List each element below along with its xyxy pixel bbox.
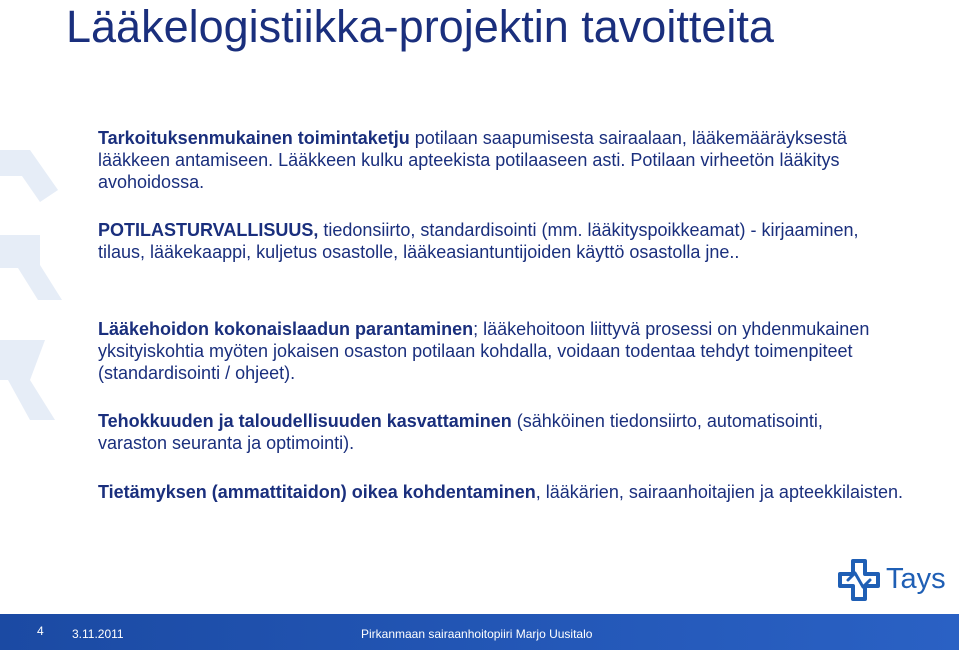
paragraph-workflow-text: potilaan saapumisesta sairaalaan, lääkemääräyksestä lääkkeen antamiseen. Lääkkeen kulku apteekista potilaaseen asti. Potilaan virheetön lääkitys avohoidossa. — [98, 128, 847, 192]
slide-number: 4 — [37, 624, 44, 638]
watermark-shape-bottom — [0, 340, 55, 420]
paragraph-patient-safety — [98, 219, 898, 263]
paragraph-workflow — [98, 127, 858, 193]
paragraph-efficiency-bold: Tehokkuuden ja taloudellisuuden kasvattaminen — [98, 411, 512, 431]
paragraph-quality-bold: Lääkehoidon kokonaislaadun parantaminen — [98, 319, 474, 339]
watermark-shape-top — [0, 150, 58, 202]
footer-bar — [0, 614, 959, 650]
tays-logo-text: Tays — [886, 563, 946, 595]
paragraph-quality — [98, 318, 888, 384]
paragraph-knowledge-bold: Tietämyksen (ammattitaidon) oikea kohdentaminen — [98, 482, 536, 502]
paragraph-patient-safety-bold: POTILASTURVALLISUUS, — [98, 220, 319, 240]
watermark-shape-middle — [0, 235, 62, 300]
tays-logo — [836, 557, 946, 605]
paragraph-patient-safety-text: tiedonsiirto, standardisointi (mm. lääkityspoikkeamat) - kirjaaminen, tilaus, lääkekaappi, kuljetus osastolle, lääkeasiantuntijoiden käyttö osastolla jne.. — [98, 220, 859, 262]
paragraph-workflow-bold: Tarkoituksenmukainen toimintaketju — [98, 128, 410, 148]
paragraph-efficiency — [98, 410, 858, 454]
footer-organization: Pirkanmaan sairaanhoitopiiri Marjo Uusitalo — [361, 627, 593, 641]
paragraph-knowledge-text: , lääkärien, sairaanhoitajien ja apteekkilaisten. — [535, 482, 904, 502]
slide-title: Lääkelogistiikka-projektin tavoitteita — [66, 1, 774, 52]
watermark-graphic — [0, 140, 70, 440]
paragraph-knowledge — [98, 481, 908, 503]
paragraph-quality-text: ; lääkehoitoon liittyvä prosessi on yhdenmukainen yksityiskohtia myöten jokaisen osaston potilaan kohdalla, voidaan todentaa tehdyt toimenpiteet (standardisointi / ohjeet). — [98, 319, 870, 383]
slide-date: 3.11.2011 — [72, 627, 124, 641]
tays-logo-icon — [836, 557, 882, 603]
paragraph-efficiency-text: (sähköinen tiedonsiirto, automatisointi, varaston seuranta ja optimointi). — [98, 411, 823, 453]
